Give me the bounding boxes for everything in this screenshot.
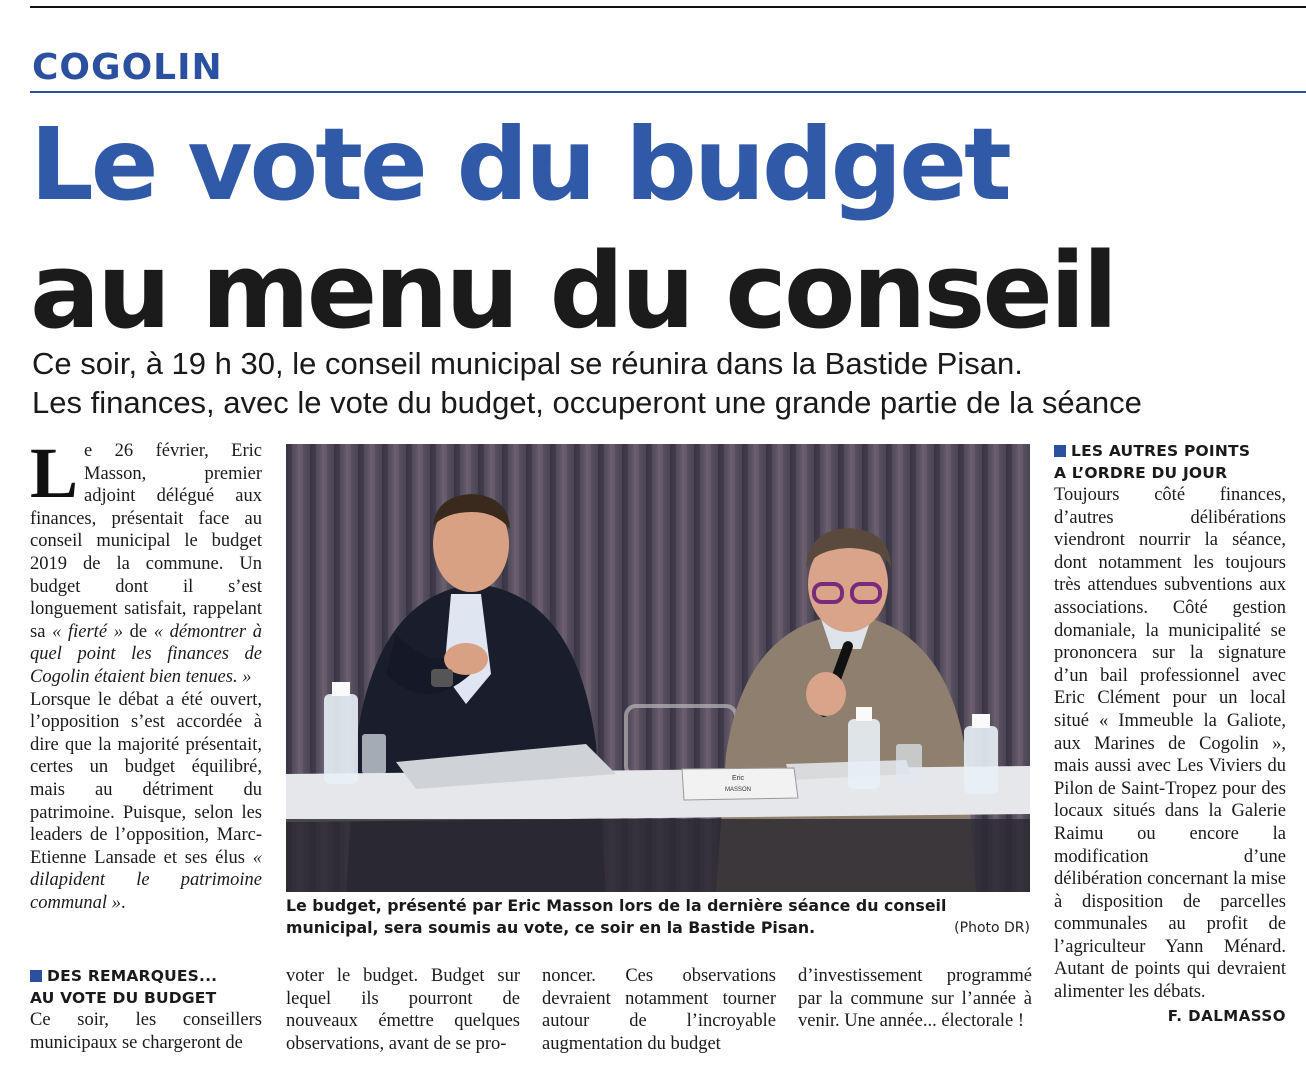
remarques-text-3: noncer. Ces observations devraient notamment tourner autour de l’incroyable augmentation du budget [542,966,776,1054]
remarques-heading [30,965,262,1009]
remarques-column-4 [798,965,1032,1033]
remarques-text-2: voter le budget. Budget sur lequel ils pourront de nouveaux émettre quelques observations, avant de se pro- [286,966,520,1054]
text-run: de [122,621,154,642]
author-signature: F. DALMASSO [1167,1006,1286,1025]
sidebar-text: Toujours côté finances, d’autres délibérations viendront nourrir la séance, dont notamment les toujours très attendues subventions aux associations. Côté gestion domaniale, la municipalité se prononcera sur la signature d’un bail professionnel avec Eric Clément pour un local situé « Immeuble la Galiote, aux Marines de Cogolin », mais aussi avec Les Viviers du Pilon de Saint-Tropez pour des locaux situés dans la Galerie Raimu ou encore la modification d’une délibération concernant la mise à disposition de parcelles communales au profit de l’agriculteur Yann Ménard. Autant de points qui devraient alimenter les débats. [1054,485,1286,1003]
quote: « dilapident le patrimoine communal » [30,847,262,913]
top-rule [30,6,1306,8]
remarques-heading-line-1: DES REMARQUES... [47,967,218,985]
photo-caption: Le budget, présenté par Eric Masson lors de la dernière séance du conseil municipal, sera soumis au vote, ce soir en la Bastide Pisan. [286,896,947,937]
remarques-column-3 [542,965,776,1055]
deck [32,344,1302,422]
paragraph-2 [30,689,262,915]
nameplate-lastname: MASSON [724,787,752,793]
blue-square-icon [1054,445,1066,457]
blue-square-icon [30,970,42,982]
sidebar-heading [1054,440,1286,484]
nameplate-firstname: Eric [731,775,745,782]
sidebar-heading-line-1: LES AUTRES POINTS [1071,442,1251,460]
headline-line-1: Le vote du budget [30,106,1009,223]
remarques-text-4: d’investissement programmé par la commune sur l’année à venir. Une année... électorale ! [798,966,1032,1032]
sidebar-column [1054,440,1286,1027]
text-run: . [120,892,126,913]
text-run: Lorsque le débat a été ouvert, l’opposition s’est accordée à dire que la majorité présentait, certes un budget équilibré, mais au détriment du patrimoine. Puisque, selon les leaders de l’opposition, Marc-Etienne Lansade et ses élus [30,689,262,868]
quote: « démontrer à quel point les finances de Cogolin étaient bien tenues. » [30,621,262,687]
section-rubric: COGOLIN [32,47,223,88]
headline-line-2: au menu du conseil [30,230,1116,352]
remarques-column-1 [30,965,262,1054]
quote: « fierté » [52,621,123,642]
photo-illustration [286,444,1030,892]
deck-line-1: Ce soir, à 19 h 30, le conseil municipal se réunira dans la Bastide Pisan. [32,346,1023,381]
photo-credit: (Photo DR) [954,920,1030,936]
nameplate [682,768,798,800]
article-column-1 [30,433,262,914]
remarques-heading-line-2: AU VOTE DU BUDGET [30,989,217,1007]
sidebar-heading-line-2: A L’ORDRE DU JOUR [1054,464,1228,482]
remarques-column-2 [286,965,520,1055]
article-photo [286,444,1030,892]
rubric-rule [30,91,1306,93]
text-run: e 26 février, Eric Masson, premier adjoint délégué aux finances, présentait face au conseil municipal le budget 2019 de la commune. Un budget dont il s’est longuement satisfait, rappelant sa [30,441,262,642]
drop-cap: L [30,433,79,513]
remarques-text-1: Ce soir, les conseillers municipaux se chargeront de [30,1010,262,1053]
deck-line-2: Les finances, avec le vote du budget, occuperont une grande partie de la séance [32,385,1142,420]
